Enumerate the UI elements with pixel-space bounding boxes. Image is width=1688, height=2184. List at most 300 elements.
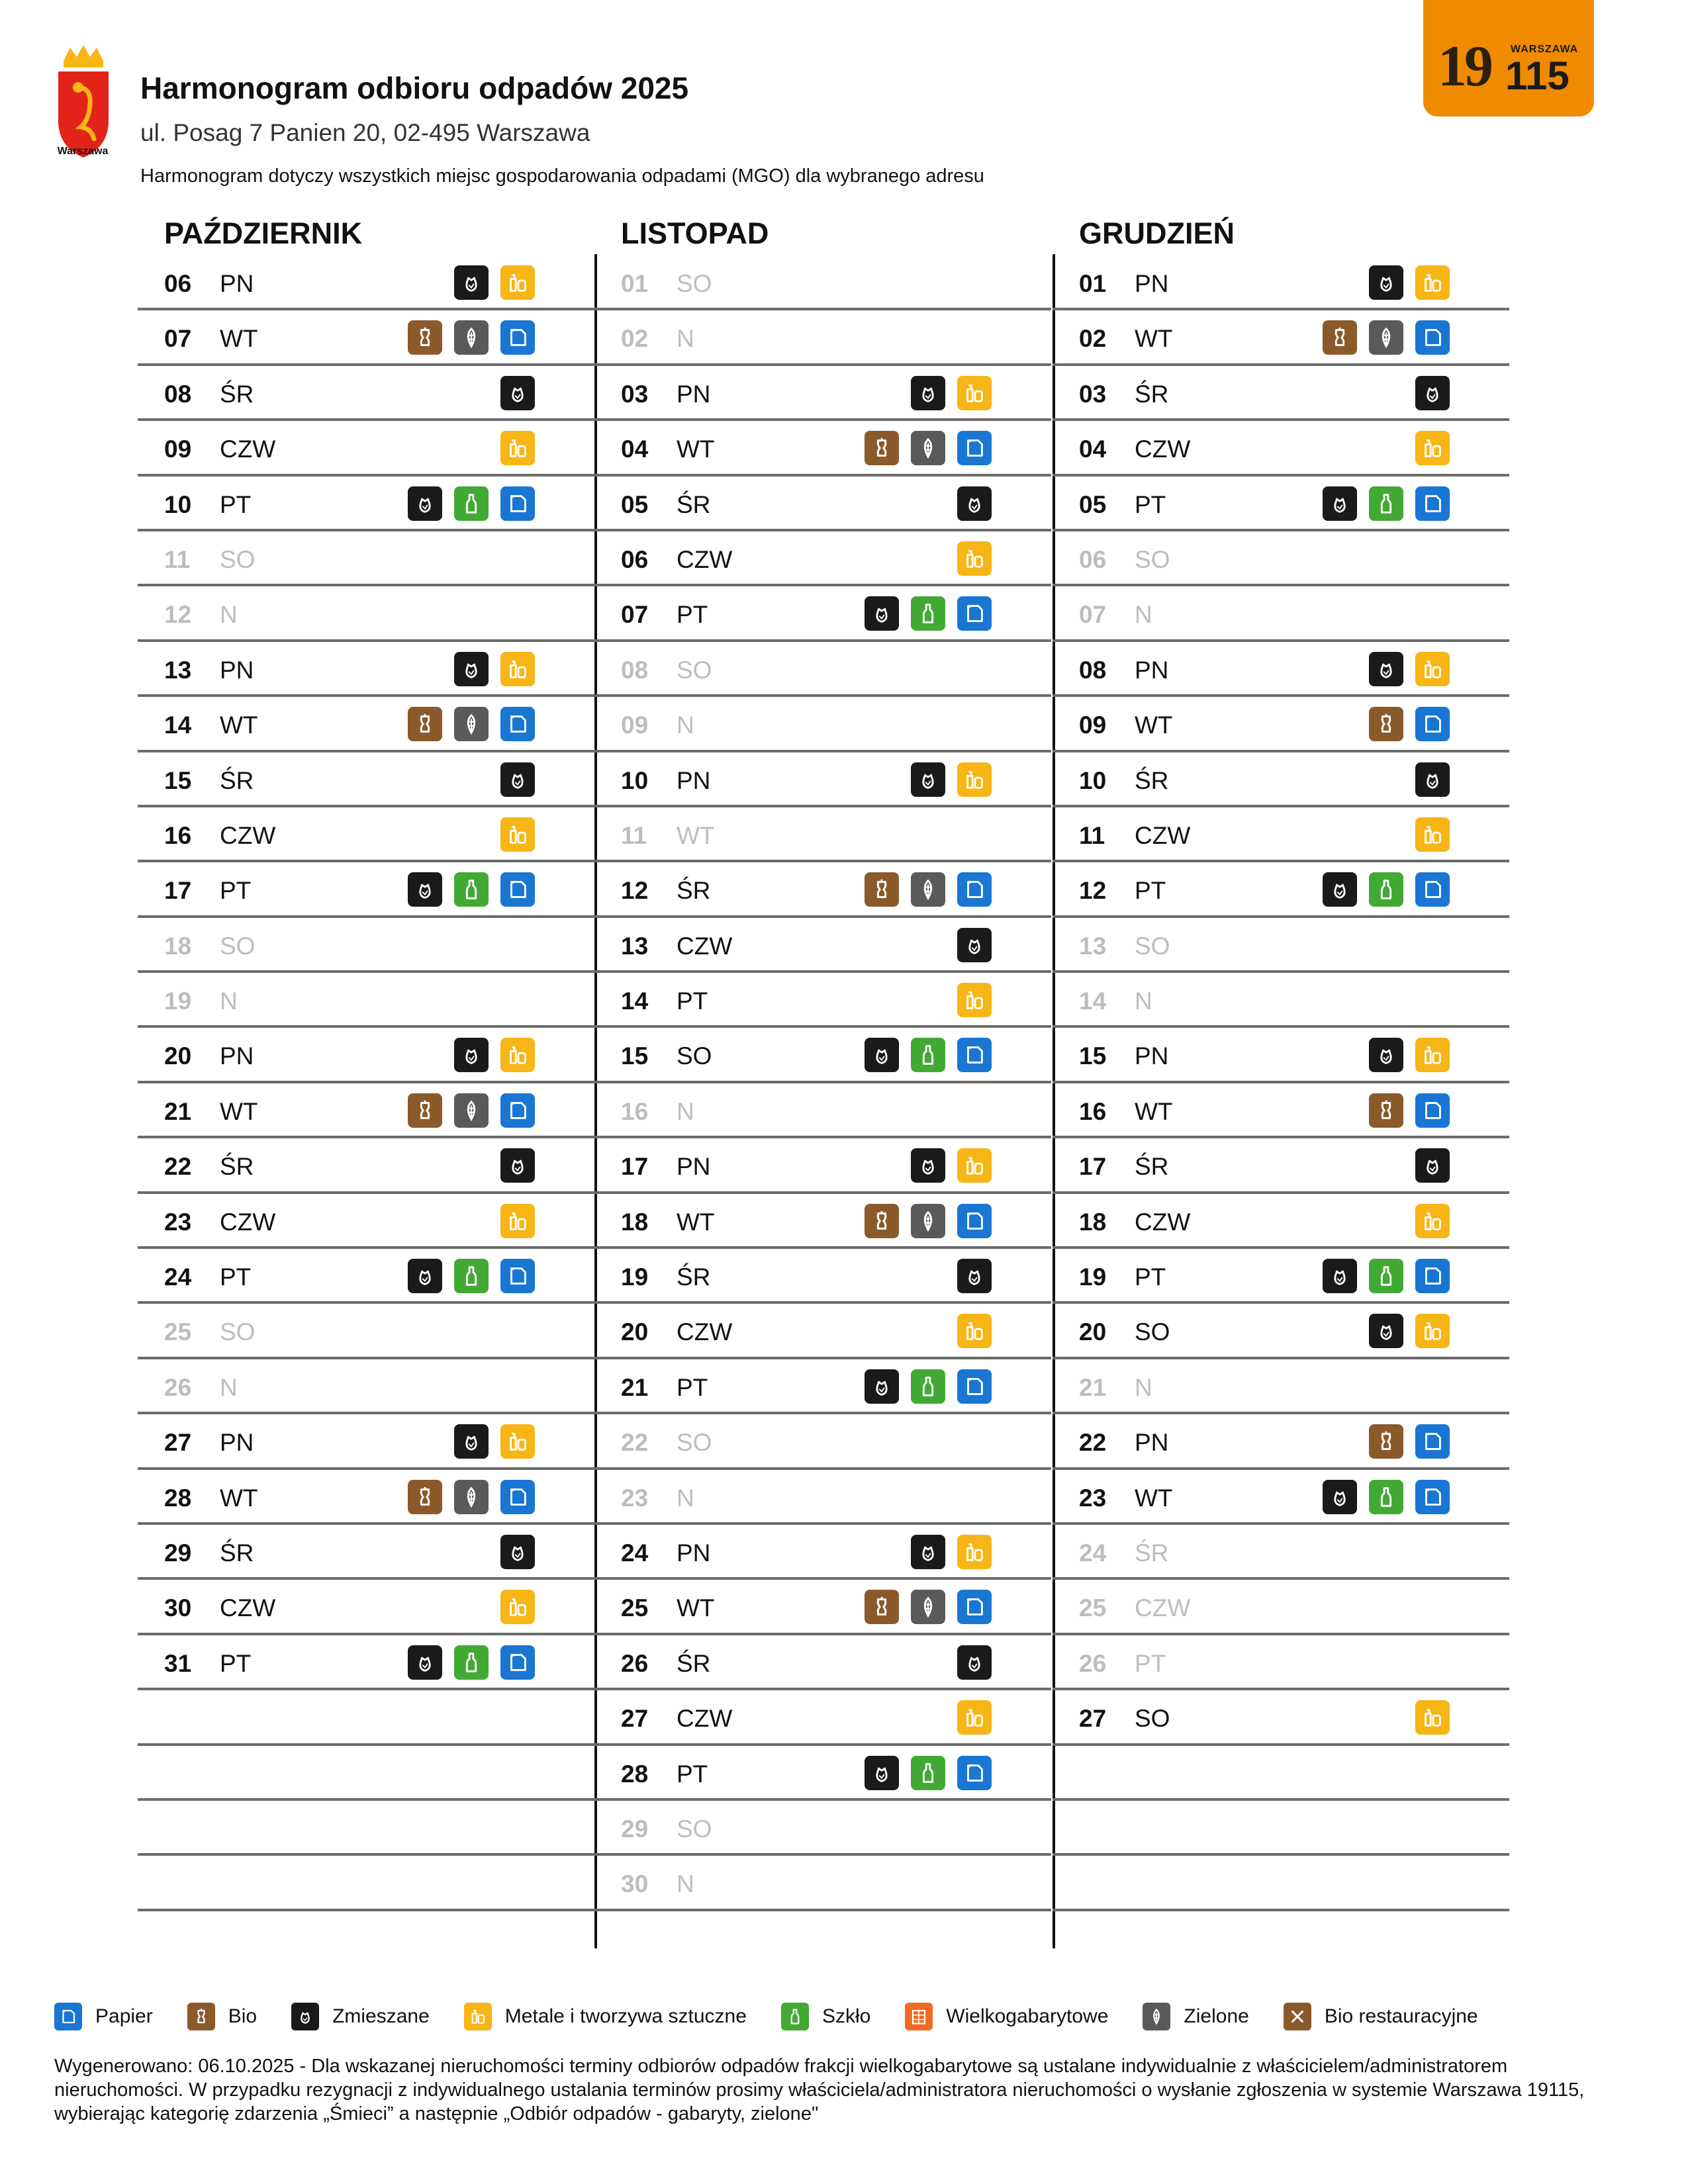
day-row [594,1414,1051,1469]
day-row [1053,255,1509,310]
collection-icons [500,376,535,410]
day-row [1053,477,1509,531]
legend-item-bio [187,2003,257,2030]
day-row [138,918,594,973]
day-number: 12 [621,877,649,905]
legend-label: Metale i tworzywa sztuczne [504,2005,747,2027]
day-row [1053,807,1509,862]
day-of-week: WT [1135,325,1173,353]
day-row [1053,697,1509,752]
day-of-week: WT [677,435,715,463]
bottle-can-icon [957,983,992,1017]
apple-core-icon [187,2003,215,2030]
day-number: 04 [1079,435,1107,463]
day-of-week: N [677,1097,694,1125]
day-of-week: N [1135,601,1152,629]
day-row [1053,1635,1509,1690]
day-number: 09 [164,435,192,463]
day-of-week: ŚR [677,490,711,518]
bottle-can-icon [500,1424,535,1459]
day-row [1053,1359,1509,1414]
leaf-icon [911,431,945,465]
day-row [594,310,1051,365]
trash-bag-icon [1415,762,1450,797]
paper-icon [1415,320,1450,355]
cutlery-icon [1284,2003,1311,2030]
paper-icon [1415,1480,1450,1514]
warszawa-19115-badge[interactable] [1423,0,1594,116]
day-row [594,586,1051,641]
leaf-icon [1143,2003,1170,2030]
collection-icons [1415,431,1450,465]
day-of-week: CZW [220,1208,276,1236]
collection-icons [500,1204,535,1238]
day-number: 21 [1079,1373,1107,1401]
day-of-week: SO [677,1815,712,1843]
day-of-week: WT [677,1208,715,1236]
day-row [138,421,594,476]
day-row [1053,642,1509,697]
bottle-can-icon [957,376,992,410]
day-row [1053,973,1509,1028]
paper-icon [957,1369,992,1404]
day-number: 06 [1079,545,1107,573]
day-number: 12 [1079,877,1107,905]
day-row [594,477,1051,531]
day-row [594,1580,1051,1635]
logo-caption: Warszawa [57,146,109,157]
day-of-week: SO [1135,545,1170,573]
day-number: 17 [621,1153,649,1181]
day-number: 03 [621,380,649,408]
day-number: 28 [621,1760,649,1788]
day-of-week: N [677,325,694,353]
bottle-can-icon [957,1535,992,1569]
collection-icons [408,872,535,907]
collection-icons [500,431,535,465]
month-title: LISTOPAD [621,216,769,250]
day-of-week: CZW [677,1705,733,1733]
day-number: 30 [164,1594,192,1622]
day-of-week: SO [677,1429,712,1457]
day-row [1053,366,1509,421]
day-row [138,1414,594,1469]
collection-icons [454,1424,535,1459]
day-of-week: N [220,601,238,629]
paper-icon [957,1204,992,1238]
legend-item-szklo [781,2003,870,2030]
collection-icons [454,652,535,686]
day-number: 01 [1079,270,1107,297]
trash-bag-icon [291,2003,319,2030]
apple-core-icon [1323,320,1357,355]
apple-core-icon [1369,707,1403,741]
collection-icons [500,1148,535,1183]
day-of-week: ŚR [220,1539,254,1567]
day-number: 27 [1079,1705,1107,1733]
collection-icons [1323,486,1450,521]
apple-core-icon [1369,1424,1403,1459]
day-row [594,1470,1051,1525]
day-of-week: PN [1135,656,1169,684]
trash-bag-icon [500,762,535,797]
paper-icon [500,486,535,521]
trash-bag-icon [408,1645,442,1680]
bottle-can-icon [957,1314,992,1348]
collection-icons [408,1093,535,1128]
day-number: 25 [1079,1594,1107,1622]
day-row [594,1856,1051,1911]
bottle-can-icon [957,762,992,797]
day-number: 29 [164,1539,192,1567]
day-row [1053,1525,1509,1580]
day-row [138,586,594,641]
day-of-week: WT [220,1484,258,1512]
month-column-december [1053,212,1509,1911]
day-row [594,973,1051,1028]
paper-icon [54,2003,82,2030]
day-row [1053,1801,1509,1856]
day-row [138,697,594,752]
day-row [138,862,594,917]
day-row [1053,310,1509,365]
day-row [1053,421,1509,476]
day-of-week: ŚR [677,877,711,905]
day-row [138,1525,594,1580]
day-number: 08 [621,656,649,684]
trash-bag-icon [454,265,489,300]
leaf-icon [1369,320,1403,355]
legend-label: Bio restauracyjne [1324,2005,1478,2027]
footer-note: Wygenerowano: 06.10.2025 - Dla wskazanej nieruchomości terminy odbiorów odpadów frakcji wielkogabarytowe są ustalane indywidualnie z właścicielem/administratorem nieruchomości. W przypadku rezygnacji z indywidualnego ustalania terminów prosimy właściciela/administratora nieruchomości o wysłanie zgłoszenia w systemie Warszawa 19115, wybierając kategorię zdarzenia „Śmieci” a następnie „Odbiór odpadów - gabaryty, zielone" [54,2056,1585,2124]
day-row [594,642,1051,697]
day-number: 21 [621,1373,649,1401]
day-number: 17 [164,877,192,905]
day-rows [594,255,1051,1911]
apple-core-icon [865,1204,899,1238]
day-row [138,807,594,862]
trash-bag-icon [957,486,992,521]
apple-core-icon [408,707,442,741]
trash-bag-icon [1415,1148,1450,1183]
day-row [594,1194,1051,1249]
day-number: 07 [621,601,649,629]
day-of-week: ŚR [1135,766,1169,794]
day-number: 10 [164,490,192,518]
day-row [594,697,1051,752]
day-row [594,862,1051,917]
day-of-week: SO [220,932,256,960]
day-number: 24 [164,1263,192,1291]
collection-icons [957,486,992,521]
bottle-can-icon [500,652,535,686]
bottle-can-icon [1415,1314,1450,1348]
day-number: 02 [1079,325,1107,353]
day-number: 05 [1079,490,1107,518]
collection-icons [500,1535,535,1569]
day-row [138,1249,594,1304]
day-of-week: CZW [1135,821,1191,849]
day-row [594,1359,1051,1414]
day-number: 19 [1079,1263,1107,1291]
trash-bag-icon [408,872,442,907]
collection-icons [500,1590,535,1624]
bottle-can-icon [500,431,535,465]
warszawa-coat-of-arms-logo [50,41,117,160]
day-row [594,366,1051,421]
day-of-week: N [1135,1373,1152,1401]
day-row [594,1690,1051,1745]
paper-icon [500,1259,535,1293]
badge-city: WARSZAWA [1511,44,1579,55]
day-row [1053,1249,1509,1304]
leaf-icon [911,1590,945,1624]
legend-item-metale [464,2003,747,2030]
day-number: 21 [164,1097,192,1125]
apple-core-icon [408,1480,442,1514]
day-number: 26 [164,1373,192,1401]
day-of-week: WT [1135,711,1173,739]
day-number: 23 [164,1208,192,1236]
day-of-week: PN [677,766,711,794]
paper-icon [1415,707,1450,741]
trash-bag-icon [911,376,945,410]
bottle-can-icon [1415,1700,1450,1735]
paper-icon [500,320,535,355]
day-number: 08 [164,380,192,408]
day-of-week: SO [1135,1318,1170,1346]
badge-19: 19 [1438,34,1491,99]
day-row [1053,918,1509,973]
day-rows [138,255,594,1911]
bottle-can-icon [1415,1038,1450,1072]
furniture-icon [905,2003,933,2030]
day-row [138,1194,594,1249]
day-of-week: PT [220,1649,252,1677]
trash-bag-icon [1323,1259,1357,1293]
day-of-week: PN [677,1539,711,1567]
apple-core-icon [1369,1093,1403,1128]
day-number: 18 [164,932,192,960]
day-of-week: PT [677,987,708,1015]
day-of-week: WT [220,325,258,353]
trash-bag-icon [1323,486,1357,521]
paper-icon [957,1590,992,1624]
trash-bag-icon [865,1756,899,1790]
trash-bag-icon [911,1535,945,1569]
collection-icons [1415,1148,1450,1183]
glass-bottle-icon [911,1756,945,1790]
day-row [594,1635,1051,1690]
day-row [1053,862,1509,917]
day-row [594,807,1051,862]
collection-icons [1323,1480,1450,1514]
day-row [138,1304,594,1359]
day-row [138,477,594,531]
bottle-can-icon [1415,431,1450,465]
day-number: 08 [1079,656,1107,684]
collection-icons [408,1480,535,1514]
day-number: 15 [1079,1042,1107,1070]
bottle-can-icon [1415,652,1450,686]
legend-item-zielone [1143,2003,1248,2030]
bottle-can-icon [500,1038,535,1072]
day-row [1053,1083,1509,1138]
day-row [138,1746,594,1801]
day-number: 19 [164,987,192,1015]
day-number: 14 [621,987,649,1015]
trash-bag-icon [1323,1480,1357,1514]
day-row [594,1525,1051,1580]
day-number: 02 [621,325,649,353]
collection-icons [408,707,535,741]
day-of-week: SO [677,656,712,684]
collection-icons [1415,376,1450,410]
collection-icons [1369,707,1450,741]
collection-icons [1415,1204,1450,1238]
leaf-icon [454,320,489,355]
bottle-can-icon [957,541,992,576]
day-of-week: CZW [1135,1594,1191,1622]
collection-icons [408,1259,535,1293]
day-of-week: PN [220,1429,254,1457]
legend-label: Szkło [821,2005,871,2027]
day-number: 14 [1079,987,1107,1015]
day-of-week: PT [677,601,708,629]
day-row [594,531,1051,586]
trash-bag-icon [500,1535,535,1569]
day-row [594,1801,1051,1856]
day-row [138,1801,594,1856]
day-of-week: PT [1135,490,1166,518]
trash-bag-icon [911,1148,945,1183]
paper-icon [1415,1093,1450,1128]
bottle-can-icon [500,817,535,852]
day-number: 07 [164,325,192,353]
day-of-week: CZW [220,821,276,849]
day-of-week: WT [1135,1484,1173,1512]
day-of-week: SO [220,545,256,573]
day-of-week: N [220,987,238,1015]
day-number: 18 [1079,1208,1107,1236]
day-row [1053,1690,1509,1745]
schedule-note: Harmonogram dotyczy wszystkich miejsc gospodarowania odpadami (MGO) dla wybranego adresu [140,165,984,187]
paper-icon [1415,1424,1450,1459]
leaf-icon [454,1480,489,1514]
collection-icons [500,762,535,797]
collection-icons [911,1148,992,1183]
paper-icon [500,1480,535,1514]
day-of-week: ŚR [1135,1153,1169,1181]
day-number: 20 [1079,1318,1107,1346]
collection-icons [957,1314,992,1348]
day-of-week: PN [677,380,711,408]
address: ul. Posag 7 Panien 20, 02-495 Warszawa [140,119,590,146]
legend-label: Zmieszane [332,2005,430,2027]
glass-bottle-icon [1369,486,1403,521]
collection-icons [1415,1700,1450,1735]
day-number: 22 [164,1153,192,1181]
day-number: 15 [621,1042,649,1070]
day-of-week: PT [677,1760,708,1788]
day-number: 22 [621,1429,649,1457]
day-of-week: PN [220,270,254,297]
glass-bottle-icon [454,872,489,907]
day-row [594,918,1051,973]
trash-bag-icon [1415,376,1450,410]
day-of-week: SO [220,1318,256,1346]
day-row [138,310,594,365]
legend-label: Papier [95,2005,153,2027]
paper-icon [500,1093,535,1128]
day-of-week: ŚR [220,766,254,794]
day-number: 11 [1079,821,1105,849]
leaf-icon [454,1093,489,1128]
day-number: 27 [621,1705,649,1733]
apple-core-icon [865,431,899,465]
day-number: 25 [164,1318,192,1346]
day-number: 15 [164,766,192,794]
day-number: 06 [621,545,649,573]
apple-core-icon [865,872,899,907]
day-of-week: CZW [1135,1208,1191,1236]
collection-icons [957,1645,992,1680]
day-number: 07 [1079,601,1107,629]
day-row [594,752,1051,807]
day-of-week: PN [1135,1042,1169,1070]
day-row [138,1083,594,1138]
collection-icons [1323,872,1450,907]
day-row [138,642,594,697]
day-number: 28 [164,1484,192,1512]
collection-icons [1369,1424,1450,1459]
trash-bag-icon [865,596,899,631]
collection-icons [1323,1259,1450,1293]
day-number: 13 [164,656,192,684]
day-of-week: ŚR [1135,380,1169,408]
day-row [1053,1194,1509,1249]
day-number: 31 [164,1649,192,1677]
day-number: 18 [621,1208,649,1236]
day-number: 20 [621,1318,649,1346]
bottle-can-icon [500,1590,535,1624]
day-row [138,973,594,1028]
bottle-can-icon [500,265,535,300]
day-number: 04 [621,435,649,463]
collection-icons [957,928,992,962]
trash-bag-icon [1369,652,1403,686]
collection-icons [1369,652,1450,686]
leaf-icon [454,707,489,741]
glass-bottle-icon [911,1038,945,1072]
collection-icons [957,1259,992,1293]
collection-icons [1415,817,1450,852]
day-row [1053,752,1509,807]
bottle-can-icon [1415,1204,1450,1238]
day-of-week: PN [1135,1429,1169,1457]
day-number: 10 [621,766,649,794]
day-number: 25 [621,1594,649,1622]
day-number: 26 [621,1649,649,1677]
glass-bottle-icon [454,486,489,521]
day-row [594,1083,1051,1138]
day-number: 16 [164,821,192,849]
day-of-week: WT [220,1097,258,1125]
day-number: 19 [621,1263,649,1291]
day-of-week: N [677,1870,694,1898]
day-number: 06 [164,270,192,297]
collection-icons [865,872,992,907]
